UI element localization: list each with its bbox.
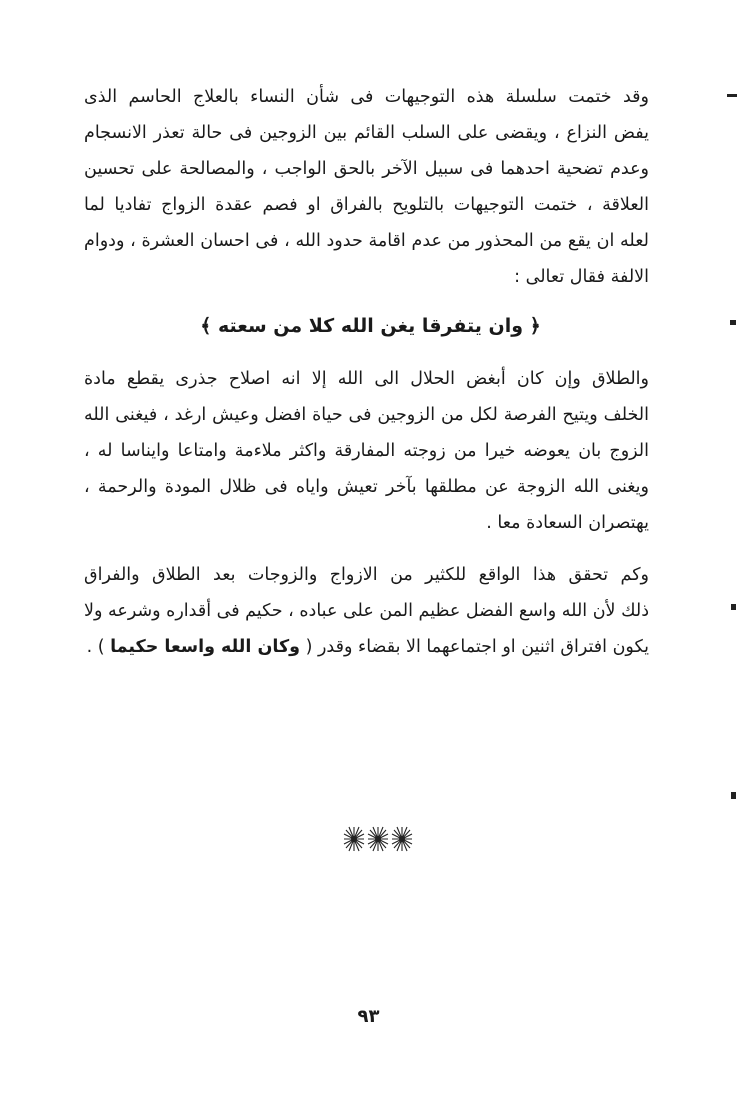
- text-line: ذلك لأن الله واسع الفضل عظيم المن على عباده ، حكيم فى أقداره وشرعه ولا: [84, 601, 649, 621]
- ornament-star-icon: [343, 826, 365, 852]
- text-line: يهتصران السعادة معا .: [486, 513, 649, 533]
- text-line: ويغنى الله الزوجة عن مطلقها بآخر تعيش واياه فى ظلال المودة والرحمة ،: [84, 477, 649, 497]
- text-line: لعله ان يقع من المحذور من عدم اقامة حدود الله ، فى احسان العشرة ، ودوام: [84, 231, 649, 251]
- text-line: والطلاق وإن كان أبغض الحلال الى الله إلا انه اصلاح جذرى يقطع مادة: [84, 369, 649, 389]
- margin-mark: [730, 320, 736, 325]
- text-line: [84, 632, 649, 662]
- margin-mark: [731, 604, 736, 610]
- text-line: الزوج بان يعوضه خيرا من زوجته المفارقة واكثر ملاءمة وامتاعا وايناسا له ،: [84, 441, 649, 461]
- margin-mark: [727, 94, 737, 97]
- text-line: يفض النزاع ، ويقضى على السلب القائم بين الزوجين فى حالة تعذر الانسجام: [84, 123, 649, 143]
- text-line: الخلف ويتيح الفرصة لكل من الزوجين فى حياة افضل وعيش ارغد ، فيغنى الله: [84, 405, 649, 425]
- section-divider-ornament: [343, 826, 413, 852]
- text-line: وعدم تضحية احدهما فى سبيل الآخر بالحق الواجب ، والمصالحة على تحسين: [84, 159, 649, 179]
- text-line: وقد ختمت سلسلة هذه التوجيهات فى شأن النساء بالعلاج الحاسم الذى: [84, 87, 649, 107]
- page-number: ٩٣: [357, 1006, 380, 1027]
- text-line: الالفة فقال تعالى :: [514, 267, 649, 287]
- quran-verse: ﴿ وان يتفرقا يغن الله كلا من سعته ﴾: [200, 315, 541, 337]
- text-line: العلاقة ، ختمت التوجيهات بالتلويح بالفراق او فصم عقدة الزواج تفاديا لما: [84, 195, 649, 215]
- text-segment: يكون افتراق اثنين او اجتماعهما الا بقضاء وقدر (: [300, 637, 649, 657]
- ornament-star-icon: [391, 826, 413, 852]
- text-segment: ) .: [86, 637, 111, 657]
- ornament-star-icon: [367, 826, 389, 852]
- verse-quote: وكان الله واسعا حكيما: [110, 637, 301, 657]
- text-line: وكم تحقق هذا الواقع للكثير من الازواج والزوجات بعد الطلاق والفراق: [84, 565, 649, 585]
- margin-mark: [731, 792, 736, 799]
